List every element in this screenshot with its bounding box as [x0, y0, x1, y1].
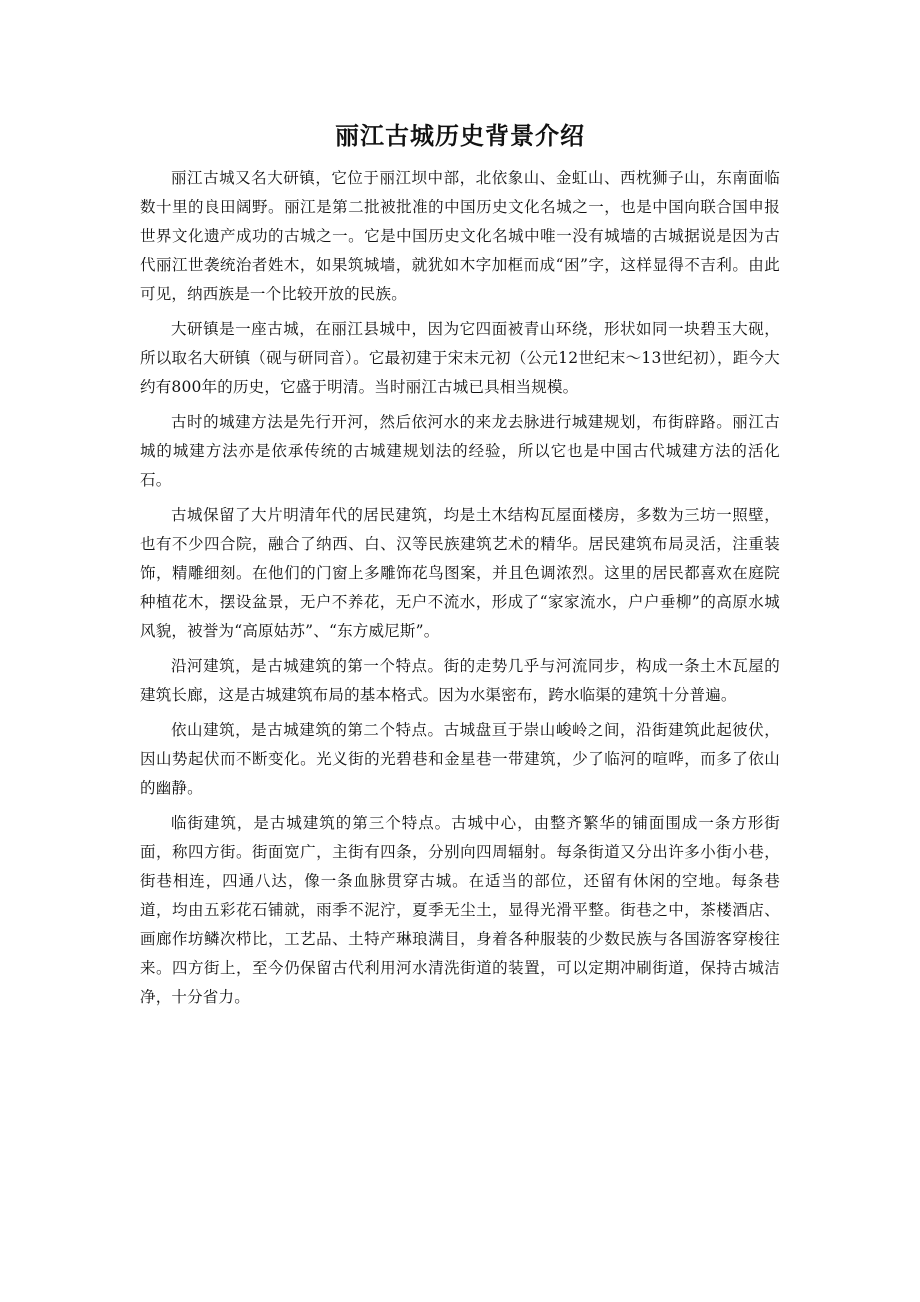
- paragraph-residences: 古城保留了大片明清年代的居民建筑，均是土木结构瓦屋面楼房，多数为三坊一照壁，也有不少四合院，融合了纳西、白、汉等民族建筑艺术的精华。居民建筑布局灵活，注重装饰，精雕细刻。在他们的门窗上多雕饰花鸟图案，并且色调浓烈。这里的居民都喜欢在庭院种植花木，摆设盆景，无户不养花，无户不流水，形成了“家家流水，户户垂柳”的高原水城风貌，被誉为“高原姑苏”、“东方威尼斯”。: [140, 506, 780, 640]
- paragraph-street-buildings: 临街建筑，是古城建筑的第三个特点。古城中心，由整齐繁华的铺面围成一条方形街面，称四方街。街面宽广，主街有四条，分别向四周辐射。每条街道又分出许多小街小巷，街巷相连，四通八达，像一条血脉贯穿古城。在适当的部位，还留有休闲的空地。每条巷道，均由五彩花石铺就，雨季不泥泞，夏季无尘土，显得光滑平整。街巷之中，茶楼酒店、画廊作坊鳞次栉比，工艺品、土特产琳琅满目，身着各种服装的少数民族与各国游客穿梭往来。四方街上，至今仍保留古代利用河水清洗街道的装置，可以定期冲刷街道，保持古城洁净，十分省力。: [140, 814, 780, 1006]
- paragraph-city-planning: 古时的城建方法是先行开河，然后依河水的来龙去脉进行城建规划，布街辟路。丽江古城的城建方法亦是依承传统的古城建规划法的经验，所以它也是中国古代城建方法的活化石。: [140, 413, 780, 489]
- paragraph-intro: 丽江古城又名大研镇，它位于丽江坝中部，北依象山、金虹山、西枕狮子山，东南面临数十里的良田阔野。丽江是第二批被批准的中国历史文化名城之一，也是中国向联合国申报世界文化遗产成功的古城之一。它是中国历史文化名城中唯一没有城墙的古城据说是因为古代丽江世袭统治者姓木，如果筑城墙，就犹如木字加框而成“困”字，这样显得不吉利。由此可见，纳西族是一个比较开放的民族。: [140, 169, 780, 303]
- paragraph-hillside-buildings: 依山建筑，是古城建筑的第二个特点。古城盘亘于崇山峻岭之间，沿街建筑此起彼伏，因山势起伏而不断变化。光义街的光碧巷和金星巷一带建筑，少了临河的喧哗，而多了依山的幽静。: [140, 721, 780, 797]
- document-title: 丽江古城历史背景介绍: [335, 121, 585, 150]
- paragraph-riverside-buildings: 沿河建筑，是古城建筑的第一个特点。街的走势几乎与河流同步，构成一条土木瓦屋的建筑长廊，这是古城建筑布局的基本格式。因为水渠密布，跨水临渠的建筑十分普遍。: [140, 657, 780, 704]
- paragraph-dayan-town: 大研镇是一座古城，在丽江县城中，因为它四面被青山环绕，形状如同一块碧玉大砚，所以取名大研镇（砚与研同音）。它最初建于宋末元初（公元12世纪末～13世纪初），距今大约有800年的历史，它盛于明清。当时丽江古城已具相当规模。: [140, 320, 780, 396]
- document-body: [140, 164, 780, 1018]
